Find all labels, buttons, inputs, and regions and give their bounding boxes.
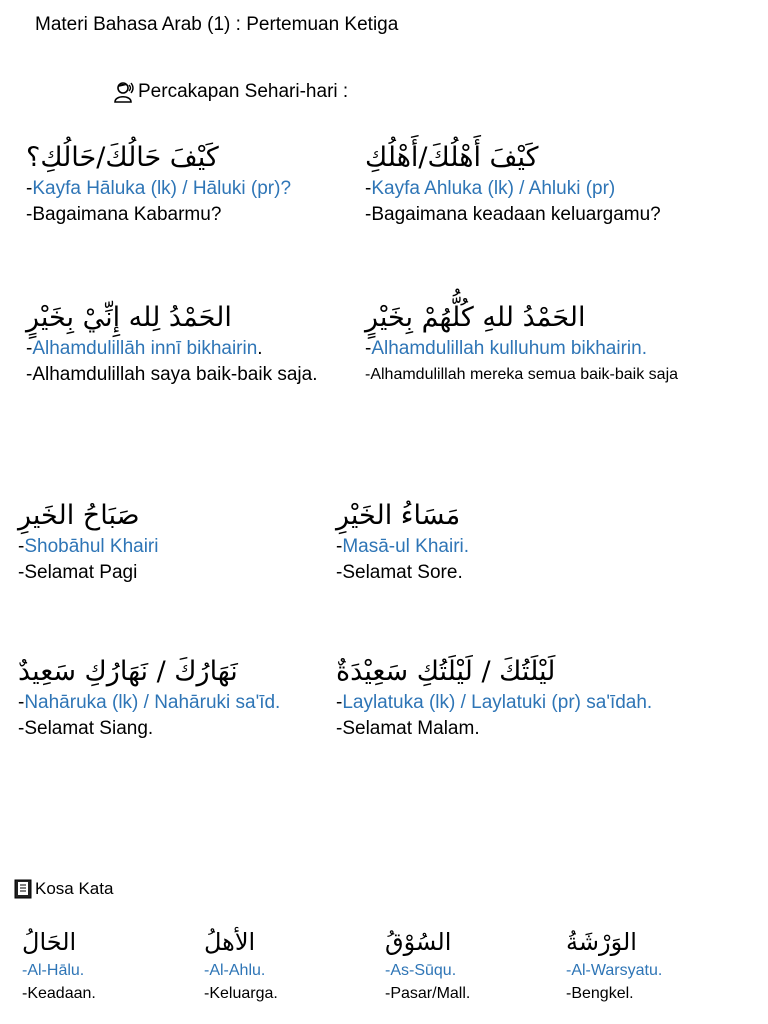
dash: - — [566, 985, 572, 1002]
vocab-item — [22, 925, 212, 1005]
meaning — [204, 982, 394, 1005]
meaning-text: Selamat Pagi — [24, 562, 138, 583]
phrase-card — [18, 654, 388, 742]
dash: - — [365, 204, 372, 225]
phrase-card — [336, 498, 706, 586]
dash: - — [385, 985, 391, 1002]
dash: - — [26, 178, 33, 199]
transliteration — [22, 959, 212, 982]
transliteration-text: Laylatuka (lk) / Laylatuki (pr) sa'īdah. — [342, 692, 653, 713]
dash: - — [18, 692, 25, 713]
meaning-text: Selamat Malam. — [342, 718, 480, 739]
dash: - — [204, 962, 210, 979]
arabic-text: صَبَاحُ الخَيرِ — [18, 500, 140, 531]
meaning-text: Alhamdulillah saya baik-baik saja. — [32, 364, 318, 385]
dash: - — [365, 338, 372, 359]
transliteration-text: Kayfa Hāluka (lk) / Hāluki (pr)? — [32, 178, 292, 199]
dash: - — [22, 962, 28, 979]
dash: - — [365, 366, 371, 383]
meaning-text: Pasar/Mall. — [390, 985, 471, 1002]
transliteration — [26, 336, 396, 362]
phrase-card — [336, 654, 706, 742]
meaning — [336, 716, 706, 742]
transliteration — [18, 690, 388, 716]
arabic-text: مَسَاءُ الخَيْرِ — [336, 500, 461, 531]
dash: - — [365, 178, 372, 199]
dash: - — [385, 962, 391, 979]
arabic-word: الوَرْشَةُ — [566, 928, 637, 956]
transliteration-text: As-Sūqu. — [390, 962, 457, 979]
arabic-text: الحَمْدُ لِله إِنِّيْ بِخَيْرٍ — [26, 302, 232, 333]
transliteration — [204, 959, 394, 982]
arabic-text: كَيْفَ حَالُكَ/حَالُكِ؟ — [26, 142, 219, 173]
dash: - — [22, 985, 28, 1002]
transliteration-text: Alhamdulillah kulluhum bikhairin. — [371, 338, 647, 359]
transliteration-text: Kayfa Ahluka (lk) / Ahluki (pr) — [371, 178, 616, 199]
meaning — [18, 716, 388, 742]
transliteration — [336, 534, 706, 560]
conversation-heading-label: Percakapan Sehari-hari : — [138, 81, 349, 102]
meaning — [18, 560, 388, 586]
dash: - — [26, 204, 33, 225]
transliteration-text: Alhamdulillāh innī bikhairin — [32, 338, 258, 359]
arabic-text: الحَمْدُ للهِ كُلُّهُمْ بِخَيْرٍ — [365, 302, 586, 333]
transliteration — [385, 959, 575, 982]
meaning-text: Bagaimana keadaan keluargamu? — [371, 204, 661, 225]
conversation-heading — [112, 80, 348, 104]
dash: - — [566, 962, 572, 979]
transliteration — [365, 336, 735, 362]
dash: - — [18, 536, 25, 557]
vocab-item — [204, 925, 394, 1005]
meaning-text: Bengkel. — [571, 985, 634, 1002]
transliteration-text: Al-Ahlu. — [209, 962, 266, 979]
vocab-item — [566, 925, 756, 1005]
dash: - — [336, 692, 343, 713]
meaning — [566, 982, 756, 1005]
transliteration-text: Shobāhul Khairi — [24, 536, 159, 557]
meaning — [365, 362, 735, 388]
transliteration-text: Masā-ul Khairi. — [342, 536, 470, 557]
meaning-text: Selamat Sore. — [342, 562, 463, 583]
vocab-heading-label: Kosa Kata — [35, 879, 114, 898]
speaking-person-icon — [112, 80, 136, 104]
meaning — [22, 982, 212, 1005]
arabic-text: نَهَارُكَ / نَهَارُكِ سَعِيدٌ — [18, 656, 238, 687]
transliteration-text: Al-Hālu. — [27, 962, 85, 979]
meaning — [385, 982, 575, 1005]
phrase-card — [18, 498, 388, 586]
phrase-card — [365, 140, 735, 228]
dash: - — [18, 718, 25, 739]
dash: - — [26, 364, 33, 385]
arabic-text: لَيْلَتُكَ / لَيْلَتُكِ سَعِيْدَةٌ — [336, 656, 556, 687]
meaning-text: Alhamdulillah mereka semua baik-baik saja — [370, 366, 679, 383]
transliteration — [26, 176, 396, 202]
arabic-text: كَيْفَ أَهْلُكَ/أَهْلُكِ — [365, 142, 539, 173]
transliteration — [365, 176, 735, 202]
transliteration-text: Nahāruka (lk) / Nahāruki sa'īd. — [24, 692, 281, 713]
dash: - — [336, 562, 343, 583]
transliteration — [18, 534, 388, 560]
vocab-item — [385, 925, 575, 1005]
dash: - — [204, 985, 210, 1002]
page-title: Materi Bahasa Arab (1) : Pertemuan Ketiga — [35, 14, 399, 35]
meaning-text: Keluarga. — [209, 985, 278, 1002]
phrase-card — [26, 140, 396, 228]
dash: - — [336, 536, 343, 557]
transliteration — [566, 959, 756, 982]
phrase-card — [26, 300, 396, 388]
meaning — [26, 202, 396, 228]
arabic-word: السُوْقُ — [385, 928, 452, 956]
transliteration — [336, 690, 706, 716]
dash: - — [18, 562, 25, 583]
meaning-text: Bagaimana Kabarmu? — [32, 204, 222, 225]
period: . — [257, 338, 263, 359]
meaning — [336, 560, 706, 586]
book-icon — [14, 879, 32, 899]
meaning-text: Keadaan. — [27, 985, 96, 1002]
meaning — [26, 362, 396, 388]
transliteration-text: Al-Warsyatu. — [571, 962, 663, 979]
arabic-word: الأهلُ — [204, 928, 256, 956]
dash: - — [336, 718, 343, 739]
meaning — [365, 202, 735, 228]
vocab-heading — [14, 879, 113, 899]
meaning-text: Selamat Siang. — [24, 718, 154, 739]
dash: - — [26, 338, 33, 359]
arabic-word: الحَالُ — [22, 928, 77, 956]
phrase-card — [365, 300, 735, 388]
